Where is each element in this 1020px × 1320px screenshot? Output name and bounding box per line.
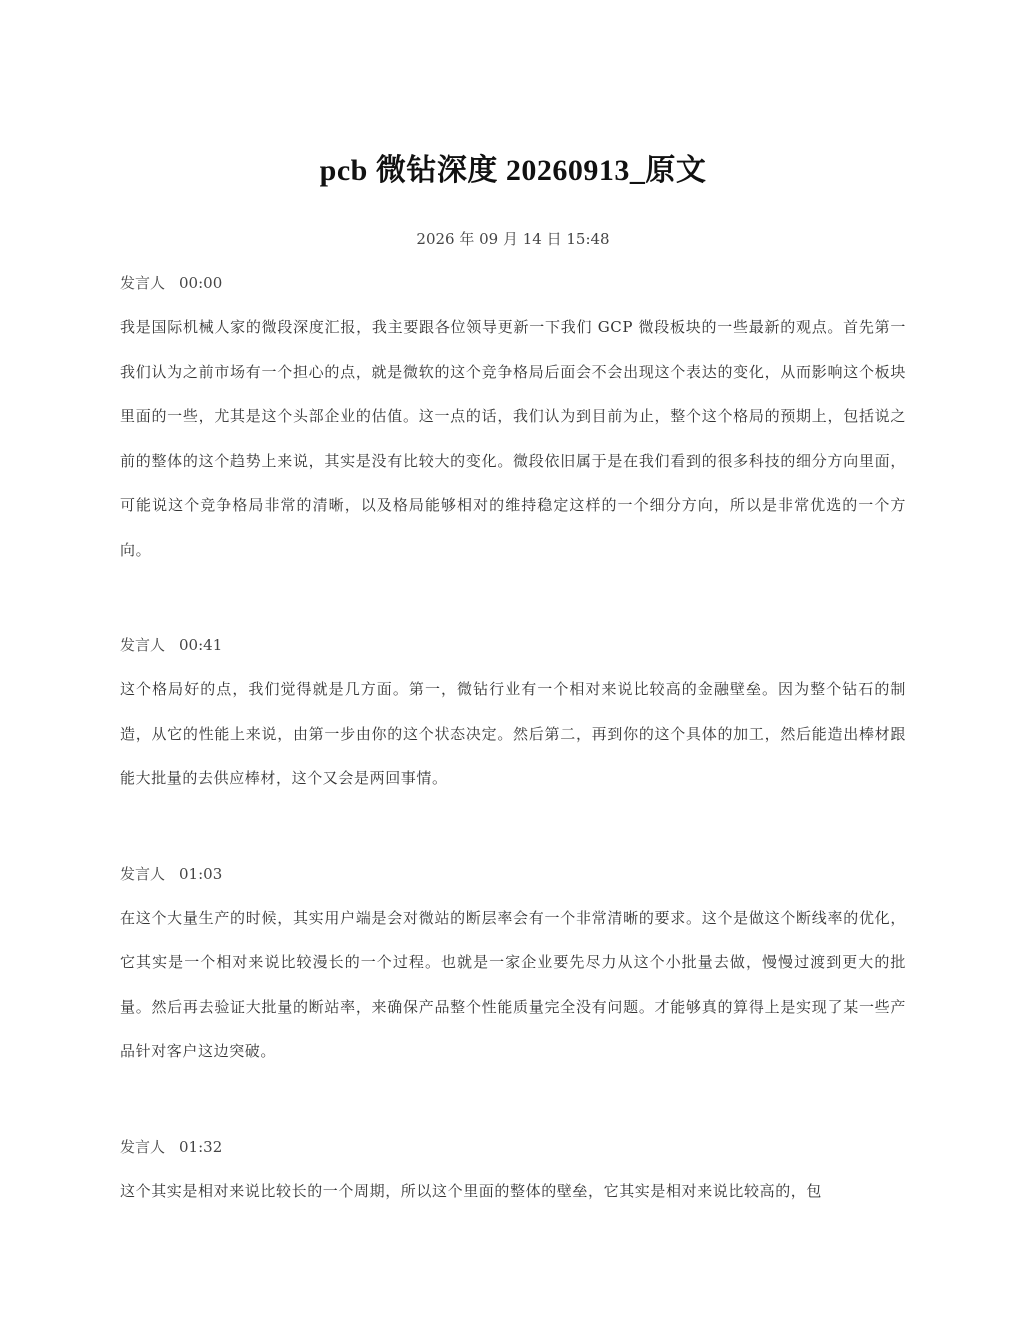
speaker-label: 发言人 [120,636,166,654]
transcript-segment [120,1136,906,1214]
document-date: 2026 年 09 月 14 日 15:48 [416,230,610,248]
timestamp: 00:00 [179,274,223,292]
segment-text: 我是国际机械人家的微段深度汇报，我主要跟各位领导更新一下我们 GCP 微段板块的一些最新的观点。首先第一我们认为之前市场有一个担心的点，就是微软的这个竞争格局后面会不会出现这个表达的变化，从而影响这个板块里面的一些，尤其是这个头部企业的估值。这一点的话，我们认为到目前为止，整个这个格局的预期上，包括说之前的整体的这个趋势上来说，其实是没有比较大的变化。微段依旧属于是在我们看到的很多科技的细分方向里面，可能说这个竞争格局非常的清晰，以及格局能够相对的维持稳定这样的一个细分方向，所以是非常优选的一个方向。 [120,318,906,559]
transcript-segment [120,272,906,572]
timestamp: 01:32 [179,1137,223,1156]
segment-text: 这个格局好的点，我们觉得就是几方面。第一，微钻行业有一个相对来说比较高的金融壁垒。因为整个钻石的制造，从它的性能上来说，由第一步由你的这个状态决定。然后第二，再到你的这个具体的加工，然后能造出棒材跟能大批量的去供应棒材，这个又会是两回事情。 [120,680,906,787]
speaker-line [120,634,906,656]
document-page [120,148,906,1213]
segment-text: 在这个大量生产的时候，其实用户端是会对微站的断层率会有一个非常清晰的要求。这个是做这个断线率的优化，它其实是一个相对来说比较漫长的一个过程。也就是一家企业要先尽力从这个小批量去做，慢慢过渡到更大的批量。然后再去验证大批量的断站率，来确保产品整个性能质量完全没有问题。才能够真的算得上是实现了某一些产品针对客户这边突破。 [120,908,906,1060]
transcript-segment [120,634,906,801]
timestamp: 01:03 [179,864,223,883]
transcript-segment [120,863,906,1074]
timestamp: 00:41 [179,636,223,654]
segment-divider [120,801,906,841]
speaker-line [120,272,906,294]
speaker-line [120,1136,906,1158]
speaker-label: 发言人 [120,864,166,883]
segment-divider [120,1074,906,1114]
segment-text: 这个其实是相对来说比较长的一个周期，所以这个里面的整体的壁垒，它其实是相对来说比较高的，包 [120,1181,823,1200]
segment-divider [120,572,906,612]
document-title: pcb 微钻深度 20260913_原文 [319,154,707,187]
speaker-label: 发言人 [120,274,166,292]
speaker-label: 发言人 [120,1137,166,1156]
speaker-line [120,863,906,885]
